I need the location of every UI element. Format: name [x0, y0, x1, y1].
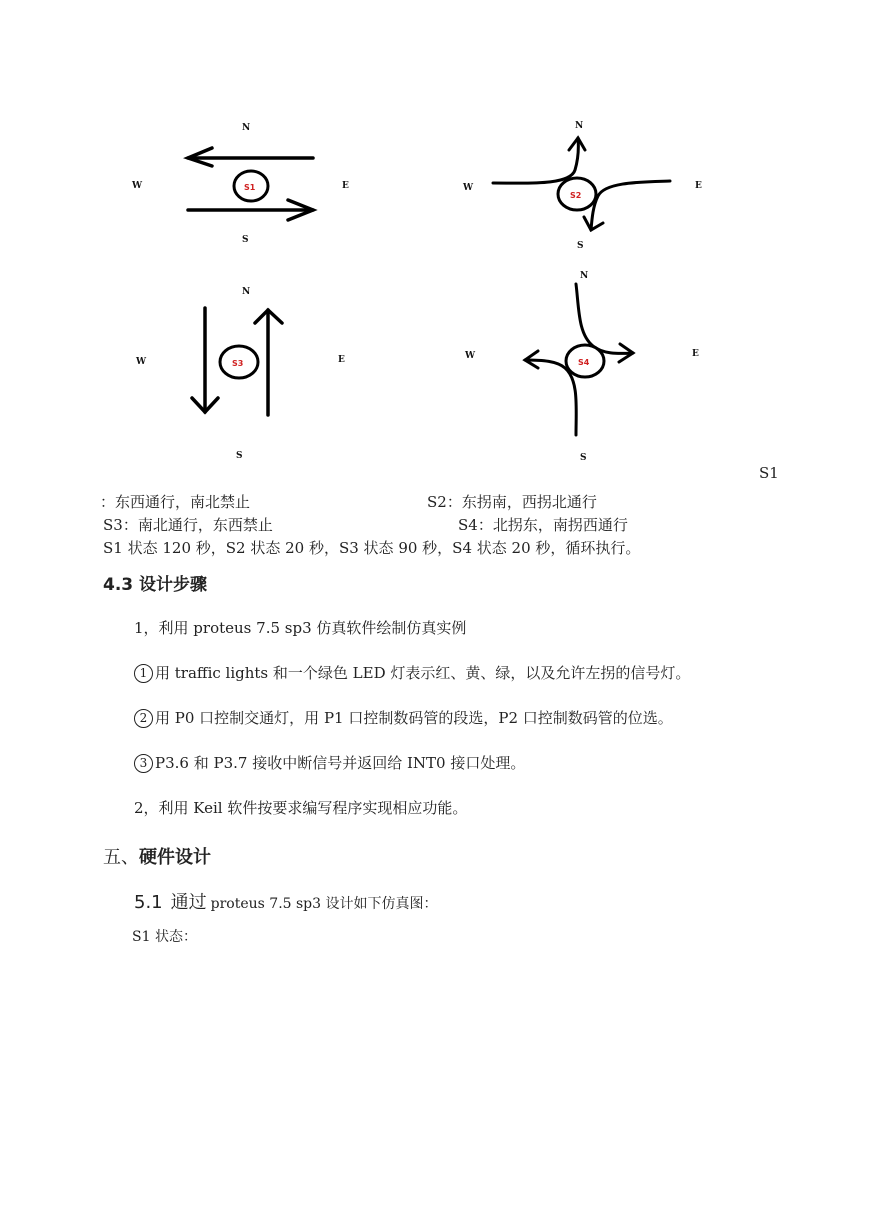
compass-n: N	[575, 121, 584, 131]
sub-step-2	[134, 707, 673, 728]
diagram-s3	[120, 280, 370, 465]
compass-w: W	[465, 351, 476, 361]
timing-description: S1 状态 120 秒，S2 状态 20 秒，S3 状态 90 秒，S4 状态 20 秒，循环执行。	[103, 539, 641, 557]
section-4-3-title: 4.3 设计步骤	[103, 575, 208, 595]
section-5-title: 硬件设计	[139, 847, 211, 868]
s1-trail-label: S1	[759, 464, 779, 482]
section-5-heading	[103, 843, 211, 869]
arrow-east-to-south	[584, 181, 670, 230]
compass-n: N	[242, 287, 251, 297]
arrow-east	[188, 200, 313, 220]
compass-e: E	[338, 355, 345, 365]
arrow-west	[188, 148, 313, 166]
diagram-s1	[120, 110, 370, 260]
sub-step-3	[134, 752, 525, 773]
sub-step-text: P3.6 和 P3.7 接收中断信号并返回给 INT0 接口处理。	[155, 754, 526, 772]
sub-step-text: 用 P0 口控制交通灯，用 P1 口控制数码管的段选，P2 口控制数码管的位选。	[155, 709, 673, 727]
compass-w: W	[132, 181, 143, 191]
compass-w: W	[463, 183, 474, 193]
section-5-1-number: 5.1	[134, 892, 163, 913]
circled-number: 2	[134, 709, 153, 728]
circled-number: 3	[134, 754, 153, 773]
compass-s: S	[242, 235, 249, 245]
compass-s: S	[577, 241, 584, 251]
state-label-s4: S4	[578, 358, 590, 367]
s1-state-caption: S1 状态：	[132, 929, 197, 945]
sub-step-1	[134, 662, 690, 683]
compass-e: E	[692, 349, 699, 359]
state-label-s3: S3	[232, 359, 244, 368]
diagram-s4	[455, 268, 715, 468]
diagram-s2	[455, 110, 715, 260]
compass-n: N	[242, 123, 251, 133]
compass-s: S	[236, 451, 243, 461]
s1-description: ：东西通行，南北禁止	[100, 493, 251, 511]
compass-s: S	[580, 453, 587, 463]
compass-e: E	[342, 181, 349, 191]
s4-description: S4：北拐东，南拐西通行	[458, 516, 628, 534]
compass-e: E	[695, 181, 702, 191]
section-5-1-line	[134, 888, 438, 914]
step-1: 1，利用 proteus 7.5 sp3 仿真软件绘制仿真实例	[134, 619, 467, 637]
section-5-1-lead: 通过	[170, 892, 207, 913]
step-2: 2，利用 Keil 软件按要求编写程序实现相应功能。	[134, 799, 468, 817]
sub-step-text: 用 traffic lights 和一个绿色 LED 灯表示红、黄、绿，以及允许左拐的信号灯。	[155, 664, 691, 682]
compass-n: N	[580, 271, 589, 281]
arrow-west-to-north	[493, 138, 585, 183]
compass-w: W	[136, 357, 147, 367]
state-label-s1: S1	[244, 183, 256, 192]
s2-description: S2：东拐南，西拐北通行	[427, 493, 597, 511]
state-label-s2: S2	[570, 191, 582, 200]
arrow-south	[192, 308, 218, 412]
section-5-1-text: proteus 7.5 sp3 设计如下仿真图：	[210, 896, 438, 912]
circled-number: 1	[134, 664, 153, 683]
s3-description: S3：南北通行，东西禁止	[103, 516, 273, 534]
section-5-prefix: 五、	[103, 847, 139, 868]
